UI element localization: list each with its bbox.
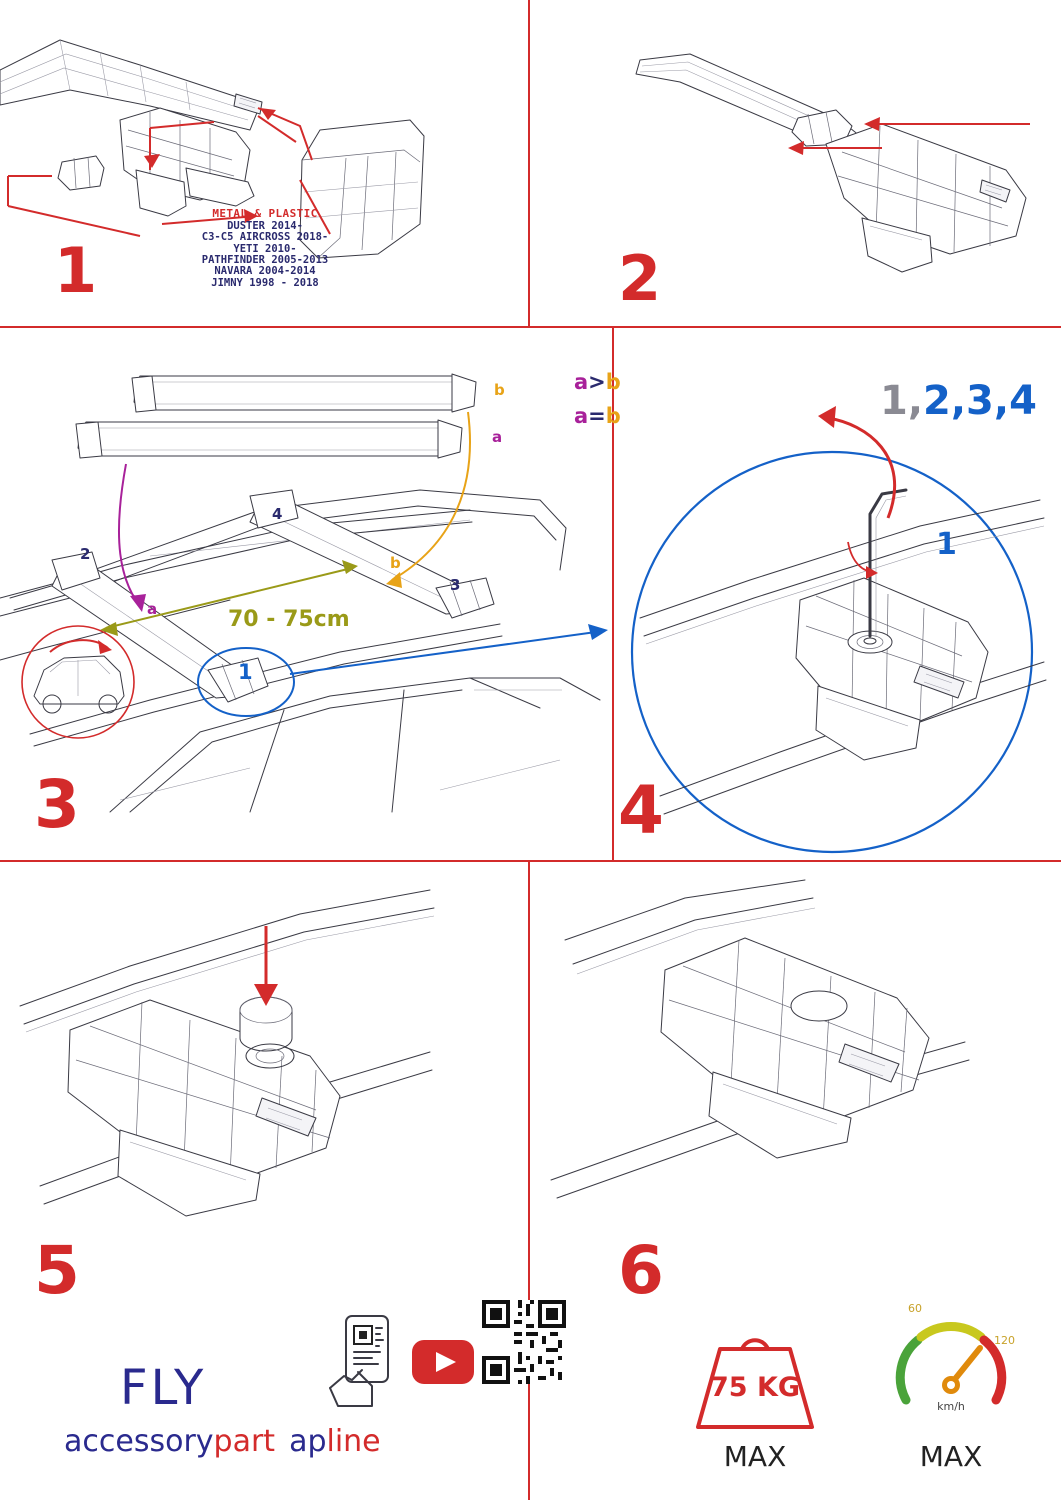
vehicle-item: NAVARA 2004-2014 bbox=[214, 265, 316, 278]
step4-sequence bbox=[880, 378, 1037, 424]
weight-max-label: MAX bbox=[723, 1440, 787, 1473]
roof-marker-3: 3 bbox=[450, 576, 461, 594]
step-number-1: 1 bbox=[54, 234, 98, 307]
brand-accessory: accessory bbox=[64, 1424, 214, 1459]
step1-caption-block bbox=[140, 207, 390, 289]
speed-unit-label: km/h bbox=[937, 1400, 965, 1413]
divider-middle bbox=[0, 860, 1061, 862]
vehicle-item: JIMNY 1998 - 2018 bbox=[211, 276, 319, 289]
sequence-blue: 2,3,4 bbox=[923, 378, 1037, 424]
step2-illustration bbox=[630, 40, 1050, 270]
divider-vertical-row3 bbox=[528, 860, 530, 1500]
step-number-4: 4 bbox=[618, 772, 664, 849]
vehicle-item: DUSTER 2014- bbox=[227, 220, 303, 232]
sequence-gray: 1, bbox=[880, 378, 924, 424]
step-number-2: 2 bbox=[618, 242, 662, 315]
step-number-5: 5 bbox=[34, 1232, 80, 1309]
brand-fly: FLY bbox=[120, 1360, 207, 1416]
brand-tagline bbox=[64, 1424, 381, 1459]
divider-vertical-row1 bbox=[528, 0, 530, 326]
brand-part: part bbox=[213, 1424, 276, 1459]
bar-label-b: b bbox=[494, 381, 505, 399]
roof-marker-4: 4 bbox=[272, 505, 283, 523]
qr-code-icon bbox=[482, 1300, 566, 1384]
rule-a-equals-b bbox=[574, 404, 621, 428]
rule1-b: b bbox=[605, 370, 621, 394]
youtube-icon[interactable] bbox=[412, 1340, 474, 1384]
weight-limit-icon bbox=[690, 1305, 820, 1433]
roof-marker-2: 2 bbox=[80, 545, 91, 563]
rule2-op: = bbox=[588, 404, 606, 428]
rule2-b: b bbox=[605, 404, 621, 428]
phone-qr-scan-icon bbox=[328, 1314, 402, 1408]
step4-detail-marker: 1 bbox=[936, 527, 957, 562]
rule-a-greater-b bbox=[574, 370, 621, 394]
step6-illustration bbox=[545, 880, 1045, 1220]
brand-line-word: line bbox=[326, 1424, 381, 1459]
rule1-a: a bbox=[574, 370, 589, 394]
vehicle-item: PATHFINDER 2005-2013 bbox=[201, 253, 329, 266]
weight-value: 75 KG bbox=[709, 1372, 801, 1403]
gauge-min-label: 60 bbox=[908, 1302, 922, 1315]
step-number-3: 3 bbox=[34, 766, 80, 843]
step5-illustration bbox=[10, 880, 510, 1220]
step1-vehicle-list bbox=[140, 221, 390, 289]
step-number-6: 6 bbox=[618, 1232, 664, 1309]
gauge-max-label: 120 bbox=[994, 1334, 1015, 1347]
step3-illustration bbox=[0, 360, 612, 850]
rule2-a: a bbox=[574, 404, 589, 428]
dim-label-b: b bbox=[390, 554, 401, 572]
bar-label-a: a bbox=[492, 428, 503, 446]
vehicle-item: YETI 2010- bbox=[233, 242, 297, 255]
rule1-op: > bbox=[588, 370, 606, 394]
step1-caption-title: METAL & PLASTIC bbox=[212, 207, 318, 220]
roof-marker-1: 1 bbox=[238, 660, 253, 684]
vehicle-item: C3-C5 AIRCROSS 2018- bbox=[201, 231, 329, 244]
dim-label-a: a bbox=[147, 600, 158, 618]
step4-illustration bbox=[620, 430, 1050, 830]
brand-ap: ap bbox=[289, 1424, 327, 1459]
speed-max-label: MAX bbox=[919, 1440, 983, 1473]
divider-top bbox=[0, 326, 1061, 328]
distance-label: 70 - 75cm bbox=[228, 607, 350, 632]
